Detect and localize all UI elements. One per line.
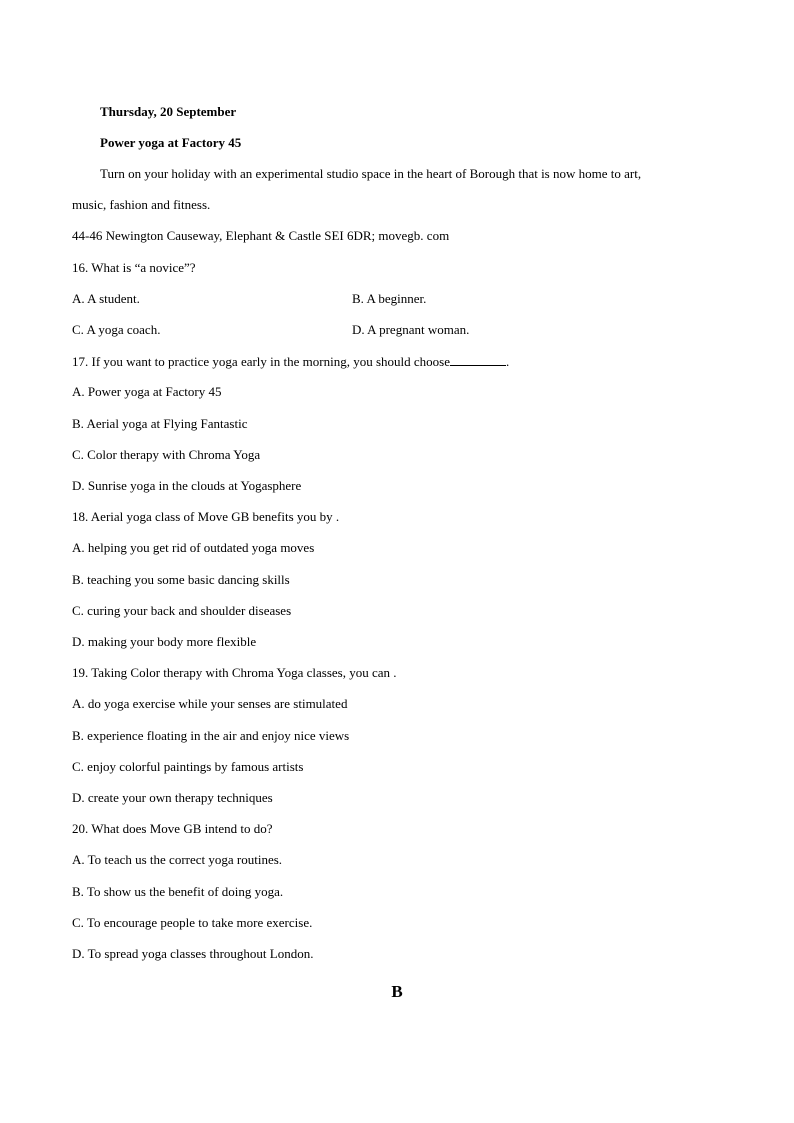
question-20: 20. What does Move GB intend to do? — [72, 821, 273, 836]
section-heading-b: B — [391, 982, 403, 1001]
q20-option-c: C. To encourage people to take more exercise. — [72, 915, 313, 930]
q18-option-c: C. curing your back and shoulder diseases — [72, 603, 292, 618]
question-17 — [72, 353, 509, 370]
q18-option-a: A. helping you get rid of outdated yoga moves — [72, 540, 315, 555]
q20-option-a: A. To teach us the correct yoga routines. — [72, 852, 283, 867]
q19-option-c: C. enjoy colorful paintings by famous artists — [72, 759, 304, 774]
event-date: Thursday, 20 September — [100, 104, 237, 119]
q17-option-d: D. Sunrise yoga in the clouds at Yogasphere — [72, 478, 302, 493]
question-19: 19. Taking Color therapy with Chroma Yoga classes, you can . — [72, 665, 397, 680]
event-description-line-1: Turn on your holiday with an experimental studio space in the heart of Borough that is now home to art, — [100, 166, 642, 181]
question-16: 16. What is “a novice”? — [72, 260, 196, 275]
q17-option-c: C. Color therapy with Chroma Yoga — [72, 447, 261, 462]
question-17-stem: 17. If you want to practice yoga early in the morning, you should choose — [72, 354, 450, 369]
q20-option-d: D. To spread yoga classes throughout London. — [72, 946, 314, 961]
q16-option-c: C. A yoga coach. — [72, 322, 161, 337]
event-title: Power yoga at Factory 45 — [100, 135, 242, 150]
q16-option-d: D. A pregnant woman. — [352, 322, 470, 337]
event-address: 44-46 Newington Causeway, Elephant & Castle SEI 6DR; movegb. com — [72, 228, 450, 243]
answer-blank — [450, 353, 506, 366]
q18-option-b: B. teaching you some basic dancing skills — [72, 572, 290, 587]
q19-option-b: B. experience floating in the air and enjoy nice views — [72, 728, 350, 743]
q19-option-d: D. create your own therapy techniques — [72, 790, 273, 805]
q20-option-b: B. To show us the benefit of doing yoga. — [72, 884, 284, 899]
q17-option-b: B. Aerial yoga at Flying Fantastic — [72, 416, 248, 431]
question-18: 18. Aerial yoga class of Move GB benefits you by . — [72, 509, 340, 524]
q19-option-a: A. do yoga exercise while your senses are stimulated — [72, 696, 348, 711]
event-description-line-2: music, fashion and fitness. — [72, 197, 211, 212]
q17-option-a: A. Power yoga at Factory 45 — [72, 384, 222, 399]
question-17-period: . — [506, 354, 510, 369]
q18-option-d: D. making your body more flexible — [72, 634, 257, 649]
q16-option-b: B. A beginner. — [352, 291, 427, 306]
q16-option-a: A. A student. — [72, 291, 140, 306]
